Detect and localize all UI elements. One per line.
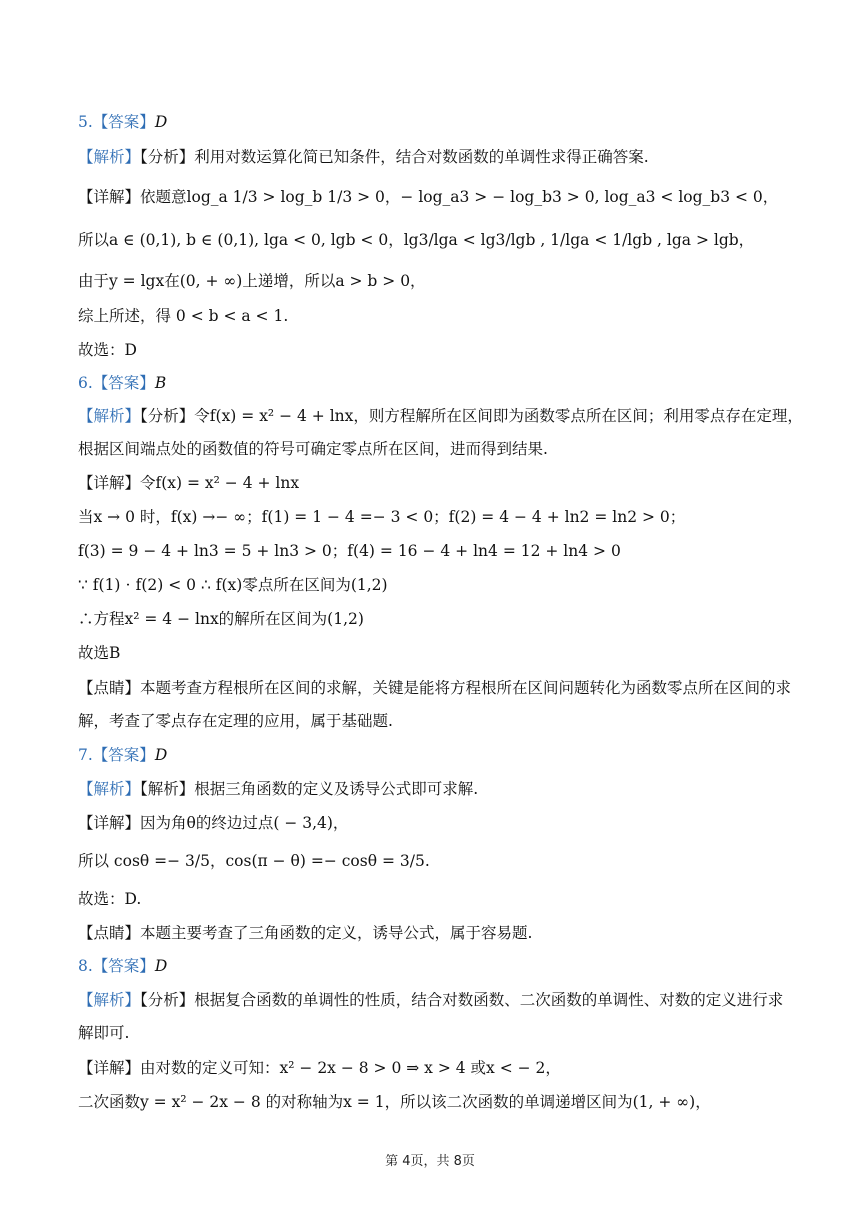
q6-dianjing-text-1: 本题考查方程根所在区间的求解，关键是能将方程根所在区间问题转化为函数零点所在区间的求 — [140, 679, 792, 697]
q6-dianjing-line-2: 解，考查了零点存在定理的应用，属于基础题. — [78, 712, 393, 730]
q5-d1-prefix: 依题意 — [140, 188, 187, 206]
q5-fenxi-text: 利用对数运算化简已知条件，结合对数函数的单调性求得正确答案. — [194, 148, 649, 166]
q8-answer-line — [78, 955, 167, 977]
q8-jiexi-tag: 【解析】 — [78, 991, 141, 1009]
q6-detail-line-4: ∵ f(1) ⋅ f(2) < 0 ∴ f(x)零点所在区间为(1,2) — [78, 576, 388, 594]
q5-number: 5. — [78, 113, 93, 131]
q7-jiexi-text: 根据三角函数的定义及诱导公式即可求解. — [194, 780, 479, 798]
q6-fenxi-tag: 【分析】 — [140, 407, 195, 425]
q6-jiexi-tag: 【解析】 — [78, 407, 141, 425]
q5-detail-line-3: 由于y = lgx在(0, + ∞)上递增，所以a > b > 0， — [78, 272, 426, 290]
q7-dianjing-text: 本题主要考查了三角函数的定义，诱导公式，属于容易题. — [140, 924, 533, 942]
q7-answer-tag: 【答案】 — [92, 746, 155, 764]
q7-answer-line — [78, 744, 167, 766]
q8-d1: 由对数的定义可知：x² − 2x − 8 > 0 ⇒ x > 4 或x < − 2， — [140, 1059, 561, 1077]
q8-xiangjie-tag: 【详解】 — [78, 1059, 141, 1077]
q8-detail-line-1 — [78, 1057, 561, 1079]
q6-answer: B — [154, 374, 167, 392]
page-footer: 第 4页，共 8页 — [385, 1154, 475, 1169]
q8-answer-tag: 【答案】 — [92, 957, 155, 975]
q5-answer-tag: 【答案】 — [92, 113, 155, 131]
q8-fenxi-tag: 【分析】 — [140, 991, 195, 1009]
q5-answer: D — [154, 113, 168, 131]
q7-jiexi-tag: 【解析】 — [78, 780, 141, 798]
q8-analysis-line-2: 解即可. — [78, 1024, 130, 1042]
q5-d1-math: log_a 1/3 > log_b 1/3 > 0，− log_a3 > − log_b3 > 0, log_a3 < log_b3 < 0， — [186, 188, 779, 206]
q6-detail-line-2: 当x → 0 时，f(x) →− ∞；f(1) = 1 − 4 =− 3 < 0；f(2) = 4 − 4 + ln2 = ln2 > 0； — [78, 508, 686, 526]
q7-number: 7. — [78, 746, 93, 764]
q6-analysis-line-2: 根据区间端点处的函数值的符号可确定零点所在区间，进而得到结果. — [78, 440, 548, 458]
q7-d1: 因为角θ的终边过点( − 3,4)， — [140, 814, 349, 832]
q5-detail-line-4: 综上所述，得 0 < b < a < 1. — [78, 307, 289, 325]
q5-jiexi-tag: 【解析】 — [78, 148, 141, 166]
q5-detail-line-5: 故选：D — [78, 341, 137, 359]
q8-fenxi-text-1: 根据复合函数的单调性的性质，结合对数函数、二次函数的单调性、对数的定义进行求 — [194, 991, 784, 1009]
q7-detail-line-1 — [78, 812, 348, 834]
q6-xiangjie-tag: 【详解】 — [78, 474, 141, 492]
q7-detail-line-3: 故选：D. — [78, 890, 142, 908]
q6-dianjing-line-1 — [78, 677, 791, 699]
q8-analysis-line-1 — [78, 989, 783, 1011]
q6-detail-line-6: 故选B — [78, 644, 121, 662]
q5-detail-line-1 — [78, 186, 778, 208]
q6-detail-line-3: f(3) = 9 − 4 + ln3 = 5 + ln3 > 0；f(4) = 16 − 4 + ln4 = 12 + ln4 > 0 — [78, 542, 621, 560]
q7-xiangjie-tag: 【详解】 — [78, 814, 141, 832]
q5-xiangjie-tag: 【详解】 — [78, 188, 141, 206]
q7-answer: D — [154, 746, 168, 764]
q5-d2-math: a ∈ (0,1), b ∈ (0,1), lga < 0, lgb < 0，lg3/lga < lg3/lgb , 1/lga < 1/lgb , lga > lgb， — [109, 231, 755, 249]
q7-dianjing-line — [78, 922, 532, 944]
q5-analysis-line — [78, 146, 649, 168]
q6-detail-line-1 — [78, 472, 299, 494]
q6-answer-tag: 【答案】 — [92, 374, 155, 392]
q6-fenxi-text-1: 令f(x) = x² − 4 + lnx，则方程解所在区间即为函数零点所在区间；利用零点存在定理， — [194, 407, 803, 425]
q6-analysis-line-1 — [78, 405, 803, 427]
q8-number: 8. — [78, 957, 93, 975]
q8-detail-line-2: 二次函数y = x² − 2x − 8 的对称轴为x = 1，所以该二次函数的单调递增区间为(1, + ∞)， — [78, 1093, 711, 1111]
q7-dianjing-tag: 【点睛】 — [78, 924, 141, 942]
q6-dianjing-tag: 【点睛】 — [78, 679, 141, 697]
q7-detail-line-2: 所以 cosθ =− 3/5，cos(π − θ) =− cosθ = 3/5. — [78, 852, 430, 870]
q6-answer-line — [78, 372, 166, 394]
q7-analysis-line — [78, 778, 478, 800]
q5-detail-line-2 — [78, 229, 754, 251]
q5-answer-line — [78, 111, 167, 133]
q6-d1: 令f(x) = x² − 4 + lnx — [140, 474, 300, 492]
q6-number: 6. — [78, 374, 93, 392]
q5-fenxi-tag: 【分析】 — [140, 148, 195, 166]
q7-jiexi2-tag: 【解析】 — [140, 780, 195, 798]
q8-answer: D — [154, 957, 168, 975]
q6-detail-line-5: ∴方程x² = 4 − lnx的解所在区间为(1,2) — [78, 610, 364, 628]
q5-d2-prefix: 所以 — [78, 231, 110, 249]
